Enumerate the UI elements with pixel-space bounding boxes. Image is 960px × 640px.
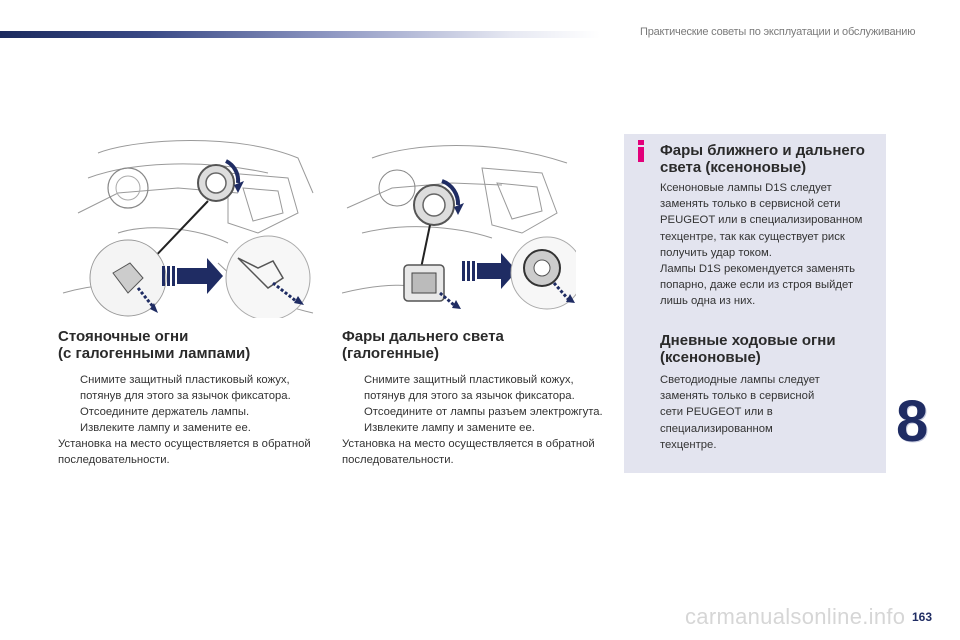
title-line: Стояночные огни [58,328,189,345]
list-item [342,420,604,436]
title-line: (галогенные) [342,345,439,362]
title-line: света (ксеноновые) [660,159,807,176]
bullet-glyph [58,404,80,420]
xenon-info-box [624,134,886,473]
bullet-glyph [342,372,364,404]
title-line: (с галогенными лампами) [58,345,251,362]
page-header-title: Практические советы по эксплуатации и обслуживанию [640,26,916,38]
high-beam-section [342,328,604,468]
xenon-warning-paragraph: Ксеноновые лампы D1S следует заменять только в сервисной сети PEUGEOT или в специализированном техцентре, так как существует риск получить удар током. [660,182,863,259]
bullet-text: Отсоедините от лампы разъем электрожгута. [364,406,603,418]
list-item [58,420,320,436]
parking-lights-section [58,328,320,468]
title-line: Дневные ходовые огни [660,332,836,349]
high-beam-illustration [342,133,576,318]
bullet-glyph [342,420,364,436]
title-line: Фары дальнего света [342,328,504,345]
watermark-text: carmanualsonline.info [685,604,906,629]
list-item [58,404,320,420]
title-line: Фары ближнего и дальнего [660,142,865,159]
bullet-glyph [58,420,80,436]
drl-paragraph: Светодиодные лампы следует заменять только в сервисной сети PEUGEOT или в специализированном техцентре. [660,374,820,451]
bullet-text: Снимите защитный пластиковый кожух, потянув для этого за язычок фиксатора. [364,374,575,402]
xenon-pair-paragraph: Лампы D1S рекомендуется заменять попарно, даже если из строя выйдет лишь одна из них. [660,263,856,308]
title-line: (ксеноновые) [660,349,761,366]
bullet-text: Извлеките лампу и замените ее. [80,422,251,434]
parking-light-illustration [58,133,320,318]
parking-lights-title [58,328,320,362]
reassembly-note: Установка на место осуществляется в обратной последовательности. [342,438,595,466]
page-number: 163 [912,610,933,624]
bullet-text: Снимите защитный пластиковый кожух, потянув для этого за язычок фиксатора. [80,374,291,402]
reassembly-note: Установка на место осуществляется в обратной последовательности. [58,438,311,466]
bullet-text: Извлеките лампу и замените ее. [364,422,535,434]
info-icon [636,140,646,162]
bullet-text: Отсоедините держатель лампы. [80,406,250,418]
header-gradient-bar [0,31,600,38]
bullet-glyph [342,404,364,420]
drl-title [660,332,882,366]
xenon-headlamps-title [660,142,882,176]
list-item [342,372,604,404]
list-item [58,372,320,404]
chapter-number: 8 [896,389,929,454]
list-item [342,404,604,420]
bullet-glyph [58,372,80,404]
high-beam-title [342,328,604,362]
